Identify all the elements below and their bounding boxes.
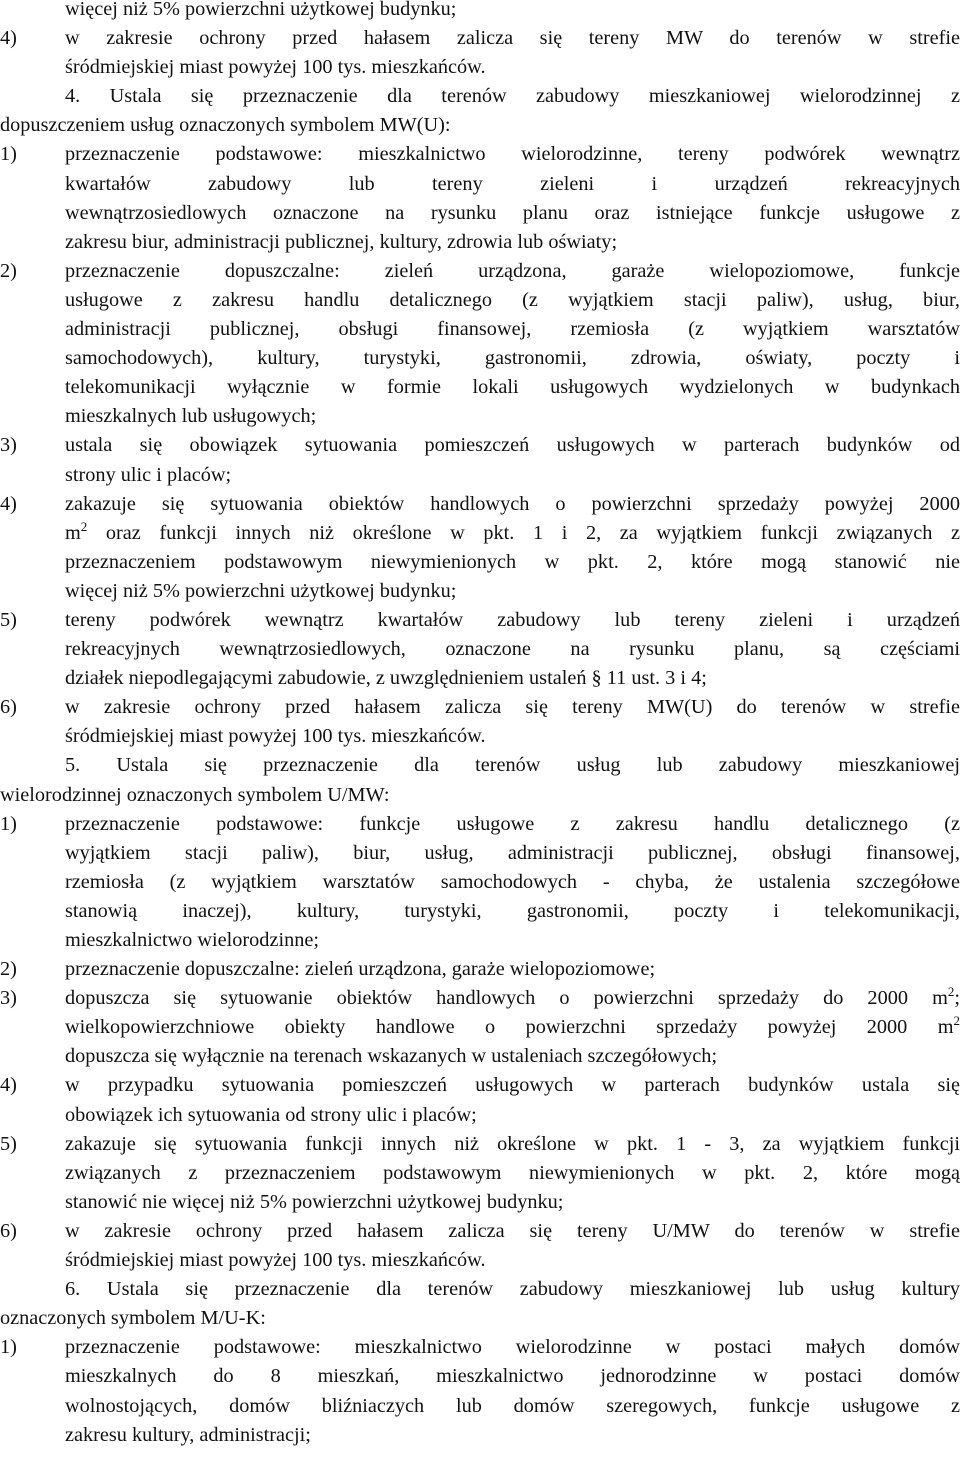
text-line xyxy=(0,1392,960,1421)
line-text: 5. Ustala się przeznaczenie dla terenów usług lub zabudowy mieszkaniowej xyxy=(65,754,960,777)
text-line xyxy=(0,373,960,402)
list-number: 5) xyxy=(0,608,17,631)
text-line xyxy=(0,577,960,606)
line-text: administracji publicznej, obsługi finansowej, rzemiosła (z wyjątkiem warsztatów xyxy=(65,318,960,341)
text-line xyxy=(0,1333,960,1362)
text-line xyxy=(0,257,960,286)
line-text: tereny podwórek wewnątrz kwartałów zabudowy lub tereny zieleni i urządzeń xyxy=(65,608,960,631)
text-line xyxy=(0,810,960,839)
line-text: oznaczonych symbolem M/U-K: xyxy=(0,1307,266,1330)
text-line xyxy=(0,955,960,984)
list-number: 1) xyxy=(0,812,17,835)
line-text: samochodowych), kultury, turystyki, gastronomii, zdrowia, oświaty, poczty i xyxy=(65,347,960,370)
line-text: ustala się obowiązek sytuowania pomieszczeń usługowych w parterach budynków od xyxy=(65,434,960,457)
text-line xyxy=(0,1042,960,1071)
line-text: mieszkalnych do 8 mieszkań, mieszkalnictwo jednorodzinne w postaci domów xyxy=(65,1365,960,1388)
line-text: śródmiejskiej miast powyżej 100 tys. mieszkańców. xyxy=(65,725,486,748)
text-line xyxy=(0,140,960,169)
text-line xyxy=(0,693,960,722)
text-line xyxy=(0,984,960,1013)
text-line xyxy=(0,111,960,140)
line-text: w zakresie ochrony przed hałasem zalicza się tereny U/MW do terenów w strefie xyxy=(65,1219,960,1242)
line-text: mieszkalnych lub usługowych; xyxy=(65,405,317,428)
text-line xyxy=(0,548,960,577)
line-text: rzemiosła (z wyjątkiem warsztatów samochodowych - chyba, że ustalenia szczegółowe xyxy=(65,870,960,893)
line-text: śródmiejskiej miast powyżej 100 tys. mieszkańców. xyxy=(65,56,486,79)
text-line xyxy=(0,1421,960,1450)
text-line xyxy=(0,1159,960,1188)
text-line xyxy=(0,606,960,635)
line-text: związanych z przeznaczeniem podstawowym niewymienionych w pkt. 2, które mogą xyxy=(65,1161,960,1184)
line-text: przeznaczenie dopuszczalne: zieleń urządzona, garaże wielopoziomowe, funkcje xyxy=(65,259,960,282)
list-number: 5) xyxy=(0,1132,17,1155)
line-text: 4. Ustala się przeznaczenie dla terenów zabudowy mieszkaniowej wielorodzinnej z xyxy=(65,85,960,108)
text-line xyxy=(0,1217,960,1246)
text-line xyxy=(0,781,960,810)
line-text: wielorodzinnej oznaczonych symbolem U/MW: xyxy=(0,783,390,806)
list-number: 3) xyxy=(0,434,17,457)
line-text: śródmiejskiej miast powyżej 100 tys. mieszkańców. xyxy=(65,1249,486,1272)
line-text: obowiązek ich sytuowania od strony ulic i placów; xyxy=(65,1103,477,1126)
line-text: przeznaczenie podstawowe: mieszkalnictwo wielorodzinne, tereny podwórek wewnątrz xyxy=(65,143,960,166)
text-line xyxy=(0,926,960,955)
line-text: zakresu kultury, administracji; xyxy=(65,1423,311,1446)
text-line xyxy=(0,1275,960,1304)
list-number: 2) xyxy=(0,259,17,282)
line-text: w przypadku sytuowania pomieszczeń usługowych w parterach budynków ustala się xyxy=(65,1074,960,1097)
text-line xyxy=(0,1188,960,1217)
text-line xyxy=(0,1013,960,1042)
text-line xyxy=(0,344,960,373)
line-text: przeznaczeniem podstawowym niewymienionych w pkt. 2, które mogą stanowić nie xyxy=(65,550,960,573)
list-number: 1) xyxy=(0,143,17,166)
line-text: w zakresie ochrony przed hałasem zalicza się tereny MW(U) do terenów w strefie xyxy=(65,696,960,719)
text-line xyxy=(0,315,960,344)
text-line xyxy=(0,519,960,548)
text-line xyxy=(0,228,960,257)
line-text: strony ulic i placów; xyxy=(65,463,232,486)
text-line xyxy=(0,664,960,693)
line-text: $m^2$ oraz funkcji innych niż określone w pkt. 1 i 2, za wyjątkiem funkcji związanych z xyxy=(65,518,960,544)
list-number: 4) xyxy=(0,492,17,515)
text-line xyxy=(0,24,960,53)
line-text: przeznaczenie dopuszczalne: zieleń urządzona, garaże wielopoziomowe; xyxy=(65,958,656,981)
line-text: wielkopowierzchniowe obiekty handlowe o powierzchni sprzedaży powyżej 2000 $m^2$ xyxy=(65,1013,960,1039)
list-number: 6) xyxy=(0,1219,17,1242)
line-text: rekreacyjnych wewnątrzosiedlowych, oznaczone na rysunku planu, są częściami xyxy=(65,638,960,661)
line-text: telekomunikacji wyłącznie w formie lokali usługowych wydzielonych w budynkach xyxy=(65,376,960,399)
list-number: 4) xyxy=(0,27,17,50)
text-line xyxy=(0,431,960,460)
line-text: stanowią inaczej), kultury, turystyki, gastronomii, poczty i telekomunikacji, xyxy=(65,899,960,922)
list-number: 2) xyxy=(0,958,17,981)
text-line xyxy=(0,839,960,868)
list-number: 3) xyxy=(0,987,17,1010)
text-line xyxy=(0,82,960,111)
line-text: stanowić nie więcej niż 5% powierzchni użytkowej budynku; xyxy=(65,1190,564,1213)
line-text: więcej niż 5% powierzchni użytkowej budynku; xyxy=(65,579,457,602)
text-line xyxy=(0,1101,960,1130)
line-text: wolnostojących, domów bliźniaczych lub domów szeregowych, funkcje usługowe z xyxy=(65,1394,960,1417)
line-text: przeznaczenie podstawowe: funkcje usługowe z zakresu handlu detalicznego (z xyxy=(65,812,960,835)
text-line xyxy=(0,53,960,82)
text-line xyxy=(0,402,960,431)
line-text: mieszkalnictwo wielorodzinne; xyxy=(65,929,320,951)
list-number: 4) xyxy=(0,1074,17,1097)
line-text: dopuszcza się wyłącznie na terenach wskazanych w ustaleniach szczegółowych; xyxy=(65,1045,718,1068)
text-line xyxy=(0,170,960,199)
text-line xyxy=(0,1130,960,1159)
line-text: 6. Ustala się przeznaczenie dla terenów zabudowy mieszkaniowej lub usług kultury xyxy=(65,1278,960,1301)
line-text: usługowe z zakresu handlu detalicznego (z wyjątkiem stacji paliw), usług, biur, xyxy=(65,288,960,311)
text-line xyxy=(0,490,960,519)
text-line xyxy=(0,1304,960,1333)
text-line xyxy=(0,635,960,664)
line-text: wyjątkiem stacji paliw), biur, usług, administracji publicznej, obsługi finansowej, xyxy=(65,841,960,864)
text-line xyxy=(0,722,960,751)
line-text: kwartałów zabudowy lub tereny zieleni i urządzeń rekreacyjnych xyxy=(65,172,960,195)
text-line xyxy=(0,751,960,780)
text-line xyxy=(0,461,960,490)
line-text: zakresu biur, administracji publicznej, kultury, zdrowia lub oświaty; xyxy=(65,230,618,253)
line-text: dopuszcza się sytuowanie obiektów handlowych o powierzchni sprzedaży do 2000 $m^2$; xyxy=(65,984,960,1010)
text-line xyxy=(0,1246,960,1275)
text-line xyxy=(0,868,960,897)
line-text: w zakresie ochrony przed hałasem zalicza się tereny MW do terenów w strefie xyxy=(65,27,960,50)
text-line xyxy=(0,199,960,228)
line-text: więcej niż 5% powierzchni użytkowej budynku; xyxy=(65,0,457,20)
list-number: 6) xyxy=(0,696,17,719)
line-text: działek niepodlegającymi zabudowie, z uwzględnieniem ustaleń § 11 ust. 3 i 4; xyxy=(65,667,707,690)
line-text: przeznaczenie podstawowe: mieszkalnictwo wielorodzinne w postaci małych domów xyxy=(65,1336,960,1359)
list-number: 1) xyxy=(0,1336,17,1359)
line-text: dopuszczeniem usług oznaczonych symbolem MW(U): xyxy=(0,114,451,137)
text-line xyxy=(0,0,960,24)
text-line xyxy=(0,1071,960,1100)
line-text: zakazuje się sytuowania funkcji innych niż określone w pkt. 1 - 3, za wyjątkiem funkcji xyxy=(65,1132,960,1155)
line-text: wewnątrzosiedlowych oznaczone na rysunku planu oraz istniejące funkcje usługowe z xyxy=(65,201,960,224)
text-line xyxy=(0,286,960,315)
text-line xyxy=(0,1362,960,1391)
line-text: zakazuje się sytuowania obiektów handlowych o powierzchni sprzedaży powyżej 2000 xyxy=(65,492,960,515)
text-line xyxy=(0,897,960,926)
